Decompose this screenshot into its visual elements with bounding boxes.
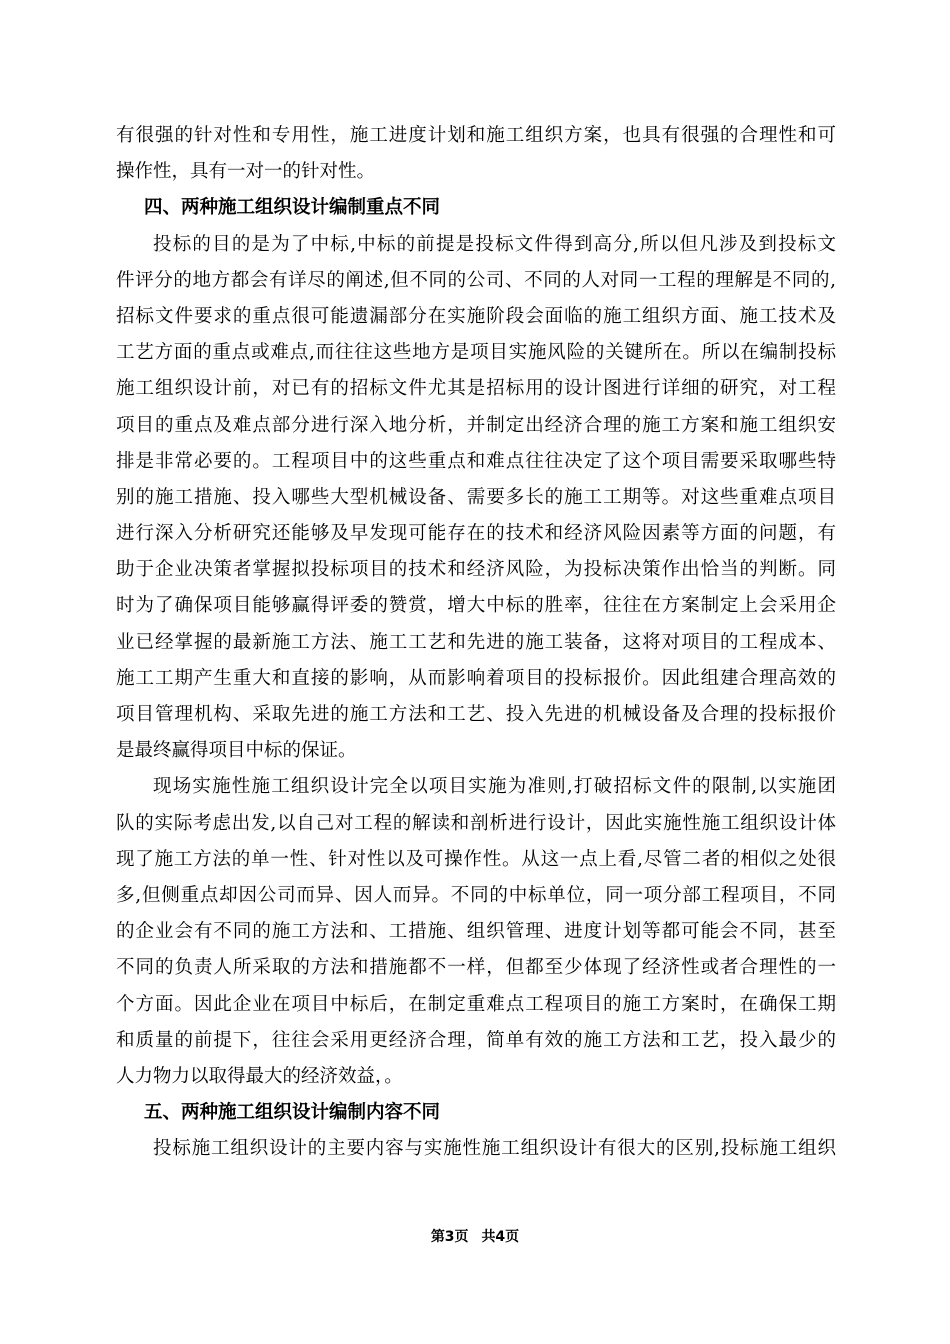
text-line: 的企业会有不同的施工方法和、工措施、组织管理、进度计划等都可能会不同，甚至 <box>116 921 836 943</box>
text-line: 是最终赢得项目中标的保证。 <box>116 740 357 762</box>
page-footer <box>0 1226 950 1246</box>
text-line: 队的实际考虑出发,以自己对工程的解读和剖析进行设计，因此实施性施工组织设计体 <box>116 812 836 834</box>
text-line: 业已经掌握的最新施工方法、施工工艺和先进的施工装备，这将对项目的工程成本、 <box>116 631 836 653</box>
text-line: 项目的重点及难点部分进行深入地分析，并制定出经济合理的施工方案和施工组织安 <box>116 414 836 436</box>
text-line: 施工组织设计前，对已有的招标文件尤其是招标用的设计图进行详细的研究，对工程 <box>116 378 836 400</box>
text-line: 项目管理机构、采取先进的施工方法和工艺、投入先进的机械设备及合理的投标报价 <box>116 704 836 725</box>
text-line: 和质量的前提下，往往会采用更经济合理，简单有效的施工方法和工艺，投入最少的 <box>116 1029 836 1051</box>
text-line: 现了施工方法的单一性、针对性以及可操作性。从这一点上看,尽管二者的相似之处很 <box>116 848 836 870</box>
page-number: 第3页 <box>430 1229 469 1245</box>
section-heading: 四、两种施工组织设计编制重点不同 <box>144 197 441 219</box>
text-line: 投标的目的是为了中标,中标的前提是投标文件得到高分,所以但凡涉及到投标文 <box>153 233 836 255</box>
text-line: 人力物力以取得最大的经济效益，。 <box>116 1065 403 1087</box>
text-line: 多,但侧重点却因公司而异、因人而异。不同的中标单位，同一项分部工程项目，不同 <box>116 884 836 906</box>
text-line: 个方面。因此企业在项目中标后，在制定重难点工程项目的施工方案时，在确保工期 <box>116 993 836 1015</box>
text-line: 现场实施性施工组织设计完全以项目实施为准则,打破招标文件的限制,以实施团 <box>153 776 836 798</box>
text-line: 进行深入分析研究还能够及早发现可能存在的技术和经济风险因素等方面的问题，有 <box>116 523 836 545</box>
text-line: 招标文件要求的重点很可能遗漏部分在实施阶段会面临的施工组织方面、施工技术及 <box>116 305 836 327</box>
text-line: 件评分的地方都会有详尽的阐述,但不同的公司、不同的人对同一工程的理解是不同的, <box>116 269 836 291</box>
text-line: 助于企业决策者掌握拟投标项目的技术和经济风险，为投标决策作出恰当的判断。同 <box>116 559 836 581</box>
text-line: 时为了确保项目能够赢得评委的赞赏，增大中标的胜率，往往在方案制定上会采用企 <box>116 595 836 617</box>
text-line: 别的施工措施、投入哪些大型机械设备、需要多长的施工工期等。对这些重难点项目 <box>116 486 836 508</box>
text-line: 工艺方面的重点或难点,而往往这些地方是项目实施风险的关键所在。所以在编制投标 <box>116 342 836 364</box>
section-heading: 五、两种施工组织设计编制内容不同 <box>144 1102 441 1124</box>
body-text <box>116 118 836 1167</box>
text-line: 不同的负责人所采取的方法和措施都不一样，但都至少体现了经济性或者合理性的一 <box>116 957 836 979</box>
text-line: 有很强的针对性和专用性，施工进度计划和施工组织方案，也具有很强的合理性和可 <box>116 125 836 146</box>
text-line: 排是非常必要的。工程项目中的这些重点和难点往往决定了这个项目需要采取哪些特 <box>116 450 836 472</box>
text-line: 操作性，具有一对一的针对性。 <box>116 161 376 183</box>
text-line: 投标施工组织设计的主要内容与实施性施工组织设计有很大的区别,投标施工组织 <box>153 1138 836 1160</box>
page-total: 共4页 <box>481 1229 520 1245</box>
text-line: 施工工期产生重大和直接的影响，从而影响着项目的投标报价。因此组建合理高效的 <box>116 667 836 689</box>
